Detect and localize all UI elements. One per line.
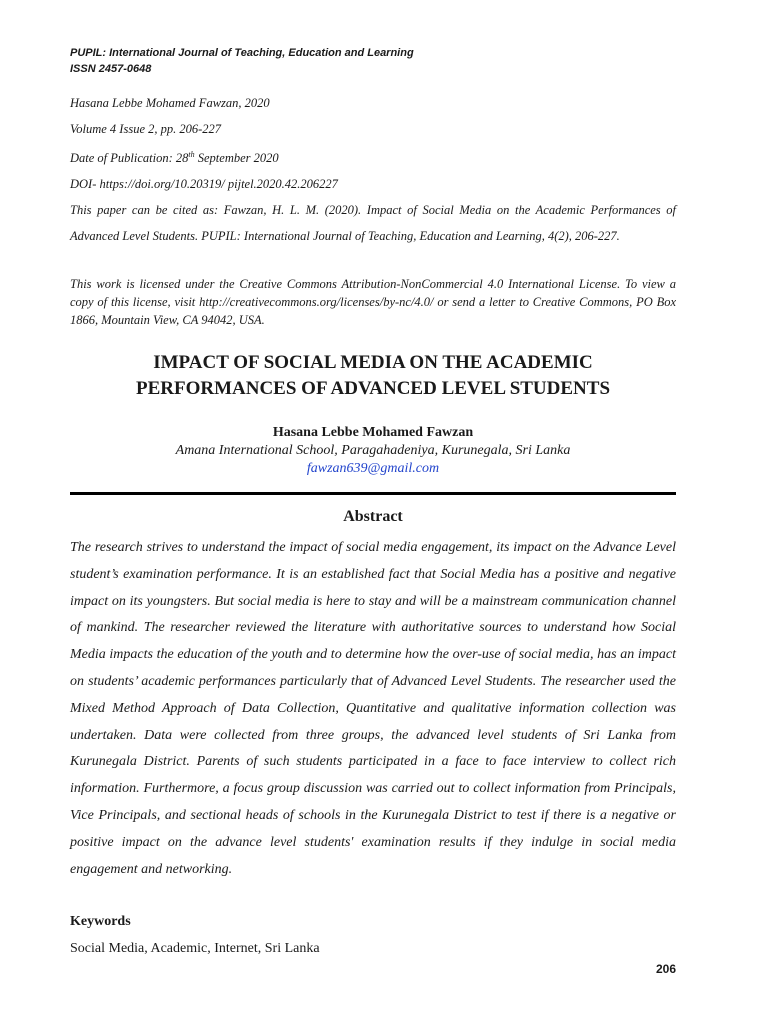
section-divider xyxy=(70,492,676,495)
publication-date: Date of Publication: 28th September 2020 xyxy=(70,150,279,166)
volume-info: Volume 4 Issue 2, pp. 206-227 xyxy=(70,122,222,136)
keywords-heading: Keywords xyxy=(70,914,131,929)
citation-metadata xyxy=(70,90,676,249)
paper-title: IMPACT OF SOCIAL MEDIA ON THE ACADEMIC PERFORMANCES OF ADVANCED LEVEL STUDENTS xyxy=(135,352,611,399)
journal-name: PUPIL: International Journal of Teaching, Education and Learning xyxy=(70,47,414,59)
issn: ISSN 2457-0648 xyxy=(70,63,152,75)
author-year: Hasana Lebbe Mohamed Fawzan, 2020 xyxy=(70,96,270,110)
author-email-link[interactable]: fawzan639@gmail.com xyxy=(306,461,440,476)
keywords-text: Social Media, Academic, Internet, Sri Lanka xyxy=(70,941,320,956)
abstract-heading: Abstract xyxy=(343,508,403,525)
doi-link[interactable]: DOI- https://doi.org/10.20319/ pijtel.2020.42.206227 xyxy=(70,177,338,192)
page-number: 206 xyxy=(655,962,676,976)
journal-header xyxy=(70,45,676,77)
author-name: Hasana Lebbe Mohamed Fawzan xyxy=(272,425,474,440)
paper-page xyxy=(70,0,676,1024)
license-text: This work is licensed under the Creative Commons Attribution-NonCommercial 4.0 International License. To view a copy of this license, visit http://creativecommons.org/licenses/by-nc/4.0/ or send a letter to Creative Commons, PO Box 1866, Mountain View, CA 94042, USA. xyxy=(70,277,676,327)
author-affiliation: Amana International School, Paragahadeniya, Kurunegala, Sri Lanka xyxy=(175,443,571,458)
abstract-text: The research strives to understand the impact of social media engagement, its impact on the Advance Level student’s examination performance. It is an established fact that Social Media has a positive and negative impact on its youngsters. But social media is here to stay and will be a mainstream communication channel of mankind. The researcher reviewed the literature with authoritative sources to understand how Social Media impacts the education of the youth and to determine how the over-use of social media, has an impact on students’ academic performances particularly that of Advanced Level Students. The researcher used the Mixed Method Approach of Data Collection, Quantitative and qualitative information collection was undertaken. Data were collected from three groups, the advanced level students of Sri Lanka from Kurunegala District. Parents of such students participated in a face to face interview to collect rich information. Furthermore, a focus group discussion was carried out to collect information from Principals, Vice Principals, and sectional heads of schools in the Kurunegala District to test if there is a negative or positive impact on the advance level students' examination results if they indulge in social media engagement and networking. xyxy=(70,540,676,877)
citation-text: This paper can be cited as: Fawzan, H. L. M. (2020). Impact of Social Media on the Academic Performances of Advanced Level Students. PUPIL: International Journal of Teaching, Education and Learning, 4(2), 206-227. xyxy=(70,203,676,244)
